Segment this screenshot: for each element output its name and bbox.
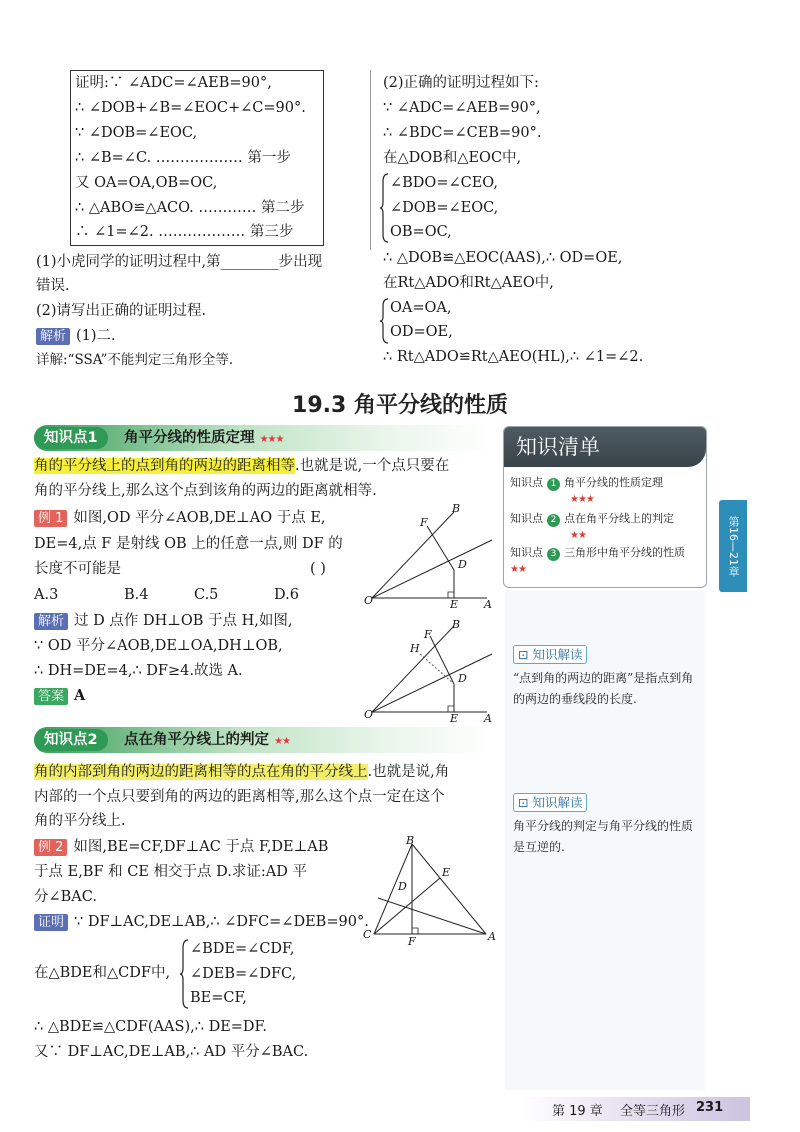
kp2-text-3: 角的平分线上. — [34, 813, 126, 829]
svg-text:B: B — [452, 502, 461, 515]
svg-text:A: A — [488, 930, 496, 943]
list-item-2-label: 知识点 — [510, 512, 543, 525]
svg-text:B: B — [452, 620, 461, 631]
ex1-analysis-3: ∴ DH=DE=4,∴ DF≥4.故选 A. — [34, 663, 243, 679]
list-item-3-num: 3 — [547, 548, 560, 561]
list-item-2-stars-text: ★★ — [570, 530, 586, 541]
list-item-1-num: 1 — [547, 478, 560, 491]
kp2-text-2: 内部的一个点只要到角的两边的距离相等,那么这个点一定在这个 — [34, 789, 445, 805]
kp1-text-2: 角的平分线上,那么这个点到该角的两边的距离就相等. — [34, 483, 377, 499]
svg-text:O: O — [364, 594, 374, 607]
question-2: (2)请写出正确的证明过程. — [36, 303, 207, 319]
ex2-line-3: 分∠BAC. — [34, 889, 97, 905]
ex2-line-1 — [34, 837, 328, 857]
kp1-pill: 知识点1 — [34, 427, 108, 449]
analysis-tag: 解析 — [36, 328, 70, 345]
brace1-line-2: ∠DOB=∠EOC, — [390, 200, 499, 216]
brace2-line-2: OD=OE, — [390, 324, 453, 340]
list-item-2-num: 2 — [547, 514, 560, 527]
note-2-tag — [513, 793, 587, 812]
proof-line-2: ∴ ∠DOB+∠B=∠EOC+∠C=90°. — [75, 100, 306, 116]
svg-text:F: F — [424, 628, 432, 641]
ex1-analysis-2: ∵ OD 平分∠AOB,DE⊥OA,DH⊥OB, — [34, 638, 283, 654]
ex2-proof-l1: ∴ △BDE≌△CDF(AAS),∴ DE=DF. — [34, 1019, 267, 1035]
ex1-text-1: 如图,OD 平分∠AOB,DE⊥AO 于点 E, — [73, 510, 326, 526]
svg-text:D: D — [458, 672, 467, 685]
svg-text:B: B — [406, 836, 415, 847]
brace-2 — [380, 297, 390, 345]
list-item-2 — [510, 511, 674, 527]
proof-line-5: 又 OA=OA,OB=OC, — [75, 175, 218, 191]
figure-3 — [360, 836, 500, 946]
panel-title: 知识清单 — [504, 427, 706, 467]
kp1-title — [124, 427, 283, 451]
page-number: 231 — [696, 1100, 724, 1115]
ex2-proof-1 — [34, 912, 369, 932]
list-item-1-stars — [570, 491, 594, 508]
question-1-cont: 错误. — [36, 278, 70, 294]
brace-3 — [180, 938, 190, 1010]
footer — [520, 1097, 750, 1123]
proof-line-6: ∴ △ABO≌△ACO. ………… 第二步 — [75, 200, 305, 216]
proof-line-4: ∴ ∠B=∠C. ……………… 第一步 — [75, 150, 291, 166]
ex1-tag: 例 1 — [34, 510, 67, 527]
brace1-line-3: OB=OC, — [390, 224, 452, 240]
proof-line-3: ∵ ∠DOB=∠EOC, — [75, 125, 198, 141]
ex1-option-a: A.3 — [34, 587, 59, 603]
ex2-text-1: 如图,BE=CF,DF⊥AC 于点 F,DE⊥AB — [73, 839, 329, 855]
correct-line-6: 在Rt△ADO和Rt△AEO中, — [383, 275, 554, 291]
kp2-highlight: 角的内部到角的两边的距离相等的点在角的平分线上 — [34, 764, 368, 780]
ex2-tag: 例 2 — [34, 839, 67, 856]
correct-line-1: (2)正确的证明过程如下: — [383, 75, 539, 91]
ex1-option-c: C.5 — [194, 587, 219, 603]
note-1-icon: ⊡ — [518, 647, 529, 662]
list-item-3-stars: ★★ — [510, 564, 526, 575]
svg-text:D: D — [398, 880, 407, 893]
ex1-analysis-tag: 解析 — [34, 613, 68, 630]
ex1-line-1 — [34, 508, 326, 528]
kp1-title-text: 角平分线的性质定理 — [124, 430, 255, 446]
note-1-tag-text: 知识解读 — [532, 647, 583, 662]
correct-line-4: 在△DOB和△EOC中, — [383, 150, 522, 166]
kp2-text-rest: .也就是说,角 — [367, 764, 450, 780]
ex2-line-2: 于点 E,BF 和 CE 相交于点 D.求证:AD 平 — [34, 864, 307, 880]
svg-text:O: O — [364, 708, 374, 721]
note-1-text: “点到角的两边的距离”是指点到角的两边的垂线段的长度. — [513, 671, 694, 706]
kp2-text-1 — [34, 762, 449, 782]
brace3-line-3: BE=CF, — [190, 990, 247, 1006]
svg-text:D: D — [458, 558, 467, 571]
correct-line-3: ∴ ∠BDC=∠CEB=90°. — [383, 125, 542, 141]
note-1-tag — [513, 645, 587, 664]
ex1-analysis-text-1: 过 D 点作 DH⊥OB 于点 H,如图, — [74, 613, 293, 629]
ex1-answer — [34, 686, 85, 706]
figure-1 — [362, 500, 502, 612]
chapter-tab: 第16—21章 — [719, 500, 747, 592]
brace1-line-1: ∠BDO=∠CEO, — [390, 175, 498, 191]
column-divider — [370, 70, 371, 250]
section-title: 19.3 角平分线的性质 — [292, 393, 508, 418]
proof-line-1: 证明:∵ ∠ADC=∠AEB=90°, — [75, 75, 272, 91]
list-item-1-stars-text: ★★★ — [570, 494, 594, 505]
figure-2 — [362, 620, 502, 726]
list-item-1-text: 角平分线的性质定理 — [564, 476, 663, 489]
analysis-line — [36, 326, 116, 346]
ex2-proof-in: 在△BDE和△CDF中, — [34, 965, 171, 981]
knowledge-list-panel — [503, 426, 707, 588]
kp1-text-rest: .也就是说,一个点只要在 — [295, 458, 450, 474]
note-2-tag-text: 知识解读 — [532, 795, 583, 810]
svg-text:E: E — [450, 712, 459, 725]
svg-text:F: F — [420, 516, 428, 529]
list-item-2-stars — [570, 527, 586, 544]
proof-tag: 证明 — [34, 914, 68, 931]
ex2-proof-first: ∵ DF⊥AC,DE⊥AB,∴ ∠DFC=∠DEB=90°. — [74, 914, 369, 930]
svg-text:A: A — [484, 712, 492, 725]
svg-text:A: A — [484, 598, 492, 611]
correct-line-7: ∴ Rt△ADO≌Rt△AEO(HL),∴ ∠1=∠2. — [383, 349, 644, 365]
ex1-option-b: B.4 — [124, 587, 149, 603]
list-item-2-text: 点在角平分线上的判定 — [564, 512, 674, 525]
answer-value: A — [74, 687, 86, 704]
svg-text:H: H — [410, 642, 420, 655]
kp1-stars: ★★★ — [259, 434, 284, 445]
proof-line-7: ∴ ∠1=∠2. ……………… 第三步 — [75, 224, 294, 240]
note-2-icon: ⊡ — [518, 795, 529, 810]
list-item-3-label: 知识点 — [510, 546, 543, 559]
detail-line: 详解:“SSA”不能判定三角形全等. — [36, 352, 234, 368]
ex1-line-3: 长度不可能是 — [34, 561, 121, 577]
brace3-line-1: ∠BDE=∠CDF, — [190, 941, 295, 957]
svg-text:C: C — [363, 928, 372, 941]
analysis-text: (1)二. — [76, 328, 116, 344]
correct-line-5: ∴ △DOB≌△EOC(AAS),∴ OD=OE, — [383, 250, 623, 266]
footer-chapter: 第 19 章 — [552, 1104, 603, 1119]
kp1-highlight: 角的平分线上的点到角的两边的距离相等 — [34, 458, 295, 474]
list-item-3 — [510, 545, 700, 578]
kp2-title — [124, 729, 290, 753]
list-item-3-text: 三角形中角平分线的性质 — [564, 546, 685, 559]
list-item-1 — [510, 475, 663, 491]
list-item-1-label: 知识点 — [510, 476, 543, 489]
brace2-line-1: OA=OA, — [390, 300, 452, 316]
kp2-stars: ★★ — [274, 736, 290, 747]
ex1-option-d: D.6 — [274, 587, 299, 603]
question-1: (1)小虎同学的证明过程中,第________步出现 — [36, 254, 323, 270]
ex1-paren: ( ) — [310, 561, 326, 577]
svg-text:E: E — [450, 598, 459, 611]
brace3-line-2: ∠DEB=∠DFC, — [190, 966, 297, 982]
correct-line-2: ∵ ∠ADC=∠AEB=90°, — [383, 100, 541, 116]
note-2-text: 角平分线的判定与角平分线的性质是互逆的. — [513, 819, 694, 854]
svg-text:E: E — [442, 866, 451, 879]
kp2-title-text: 点在角平分线上的判定 — [124, 732, 269, 748]
kp1-text-1 — [34, 456, 449, 476]
answer-tag: 答案 — [34, 688, 68, 705]
kp2-pill: 知识点2 — [34, 729, 108, 751]
ex1-analysis-1 — [34, 611, 293, 631]
footer-title: 全等三角形 — [620, 1104, 686, 1119]
ex2-proof-l2: 又∵ DF⊥AC,DE⊥AB,∴ AD 平分∠BAC. — [34, 1044, 309, 1060]
ex1-line-2: DE=4,点 F 是射线 OB 上的任意一点,则 DF 的 — [34, 536, 343, 552]
svg-text:F: F — [408, 935, 416, 946]
brace-1 — [380, 172, 390, 244]
